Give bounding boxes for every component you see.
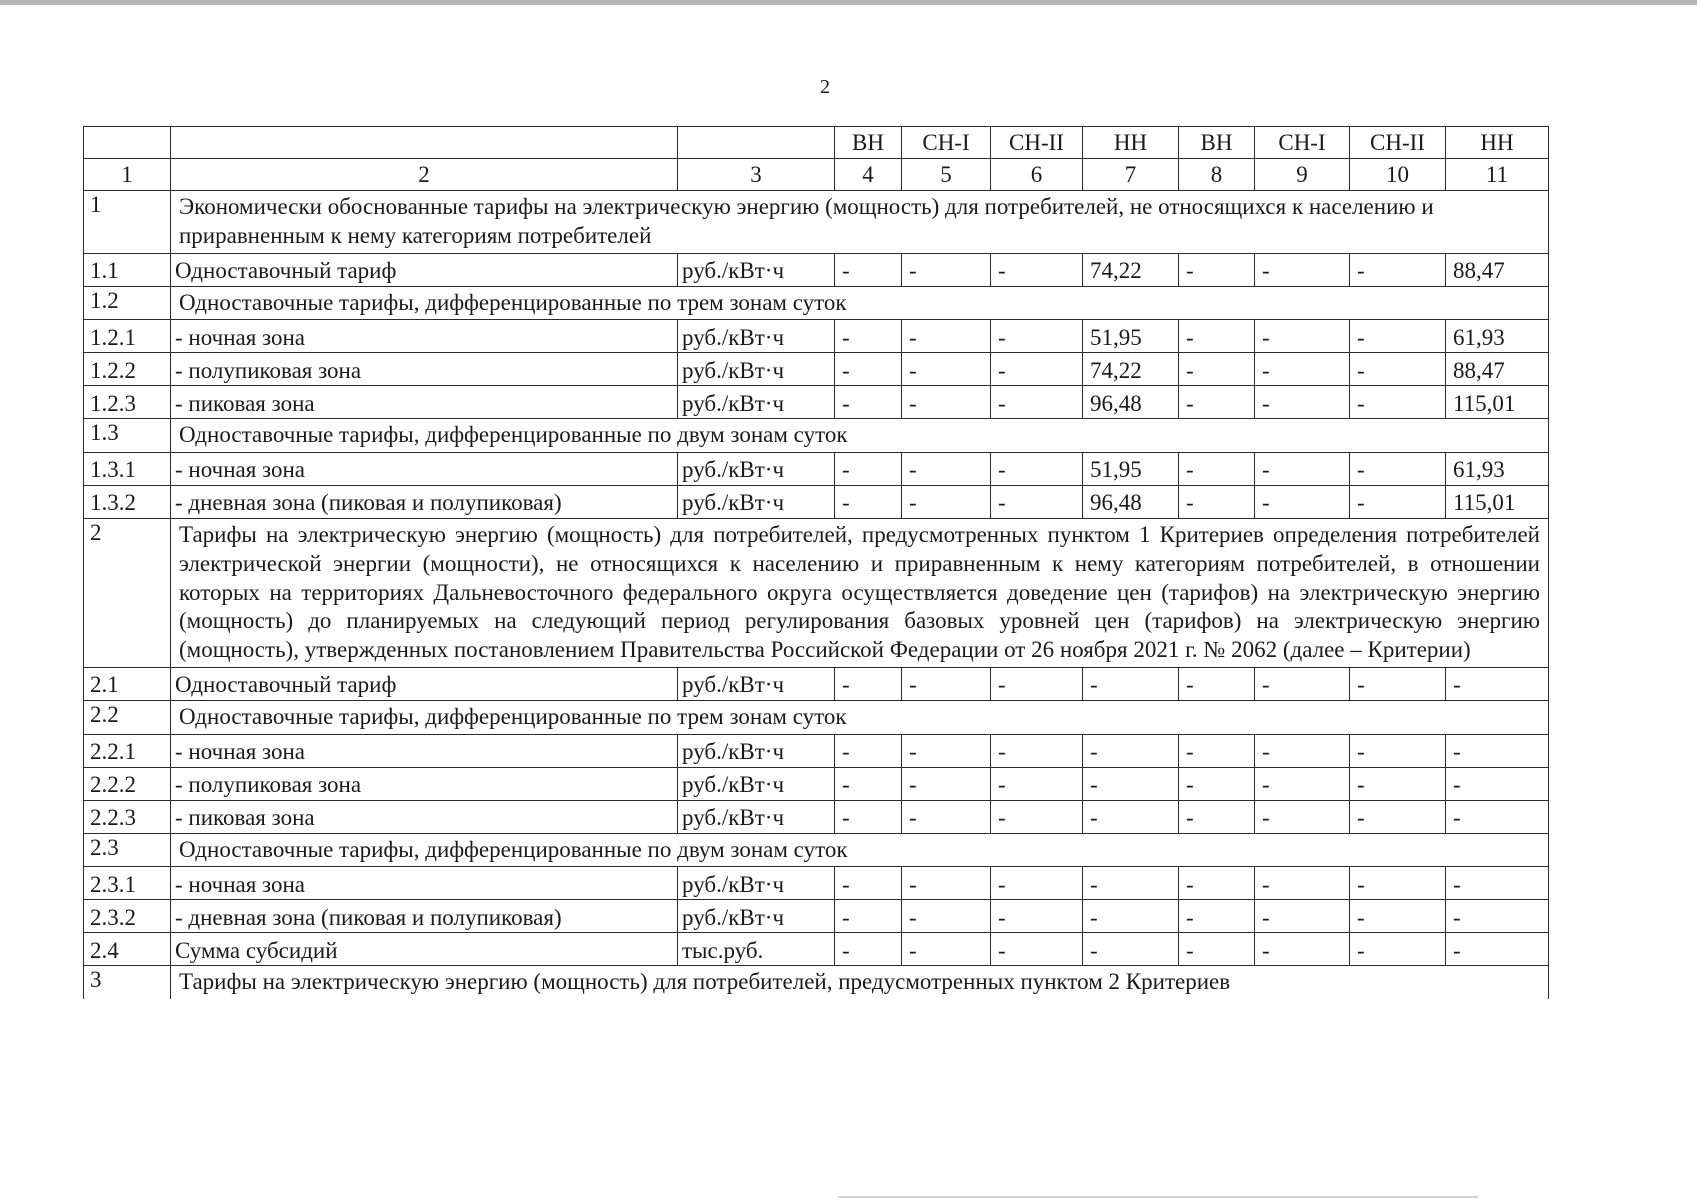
row-number: 2.3.1 <box>84 867 171 900</box>
row-number: 1.3 <box>84 419 171 453</box>
value-cell: - <box>1350 253 1446 286</box>
value-cell: - <box>1350 734 1446 767</box>
value-cell: - <box>902 353 991 386</box>
value-cell: - <box>991 767 1083 800</box>
value-cell: - <box>1350 486 1446 519</box>
value-cell: - <box>1083 767 1179 800</box>
value-cell: - <box>1179 900 1255 933</box>
tariff-row <box>84 667 1549 700</box>
value-cell: - <box>902 767 991 800</box>
section-row <box>84 966 1549 999</box>
row-number: 1.1 <box>84 253 171 286</box>
section-row <box>84 519 1549 668</box>
unit-cell: руб./кВт·ч <box>678 353 835 386</box>
row-number: 3 <box>84 966 171 999</box>
section-title: Экономически обоснованные тарифы на электрическую энергию (мощность) для потребителей, не относящихся к населению и приравненным к нему категориям потребителей <box>171 191 1549 254</box>
value-cell: - <box>1083 867 1179 900</box>
value-cell: - <box>835 933 902 966</box>
row-number: 2.2.3 <box>84 800 171 833</box>
tariff-row <box>84 453 1549 486</box>
value-cell: - <box>835 800 902 833</box>
value-cell: - <box>1350 867 1446 900</box>
unit-cell: руб./кВт·ч <box>678 867 835 900</box>
section-row <box>84 700 1549 734</box>
value-cell: - <box>991 900 1083 933</box>
header-voltage-cell: СН-I <box>1255 127 1350 159</box>
row-number: 2.3 <box>84 833 171 867</box>
value-cell: - <box>835 900 902 933</box>
header-colnum-cell: 7 <box>1083 159 1179 191</box>
scan-edge-line <box>0 0 1697 5</box>
header-colnum-cell: 9 <box>1255 159 1350 191</box>
tariff-row <box>84 386 1549 419</box>
row-label: - полупиковая зона <box>171 767 678 800</box>
row-label: - ночная зона <box>171 867 678 900</box>
section-title: Одноставочные тарифы, дифференцированные по двум зонам суток <box>171 833 1549 867</box>
value-cell: - <box>902 933 991 966</box>
value-cell: - <box>1179 867 1255 900</box>
value-cell: - <box>835 667 902 700</box>
row-label: - дневная зона (пиковая и полупиковая) <box>171 486 678 519</box>
row-number: 1 <box>84 191 171 254</box>
section-title: Одноставочные тарифы, дифференцированные по трем зонам суток <box>171 700 1549 734</box>
row-number: 1.2.1 <box>84 320 171 353</box>
value-cell: 96,48 <box>1083 386 1179 419</box>
value-cell: - <box>1350 667 1446 700</box>
value-cell: - <box>1255 486 1350 519</box>
value-cell: - <box>1255 867 1350 900</box>
value-cell: - <box>1255 386 1350 419</box>
value-cell: - <box>991 386 1083 419</box>
value-cell: - <box>902 867 991 900</box>
header-colnum-cell: 1 <box>84 159 171 191</box>
tariff-row <box>84 867 1549 900</box>
value-cell: - <box>1350 453 1446 486</box>
value-cell: - <box>1350 900 1446 933</box>
value-cell: - <box>835 386 902 419</box>
row-label: - полупиковая зона <box>171 353 678 386</box>
unit-cell: руб./кВт·ч <box>678 486 835 519</box>
header-voltage-cell: СН-I <box>902 127 991 159</box>
value-cell: - <box>902 320 991 353</box>
row-label: - ночная зона <box>171 453 678 486</box>
table-body <box>84 127 1549 1000</box>
value-cell: - <box>1350 767 1446 800</box>
header-voltage-cell: НН <box>1083 127 1179 159</box>
header-cell-blank <box>171 127 678 159</box>
value-cell: - <box>1446 867 1549 900</box>
value-cell: - <box>1179 933 1255 966</box>
value-cell: - <box>1179 386 1255 419</box>
tariff-row <box>84 800 1549 833</box>
value-cell: - <box>902 453 991 486</box>
section-row <box>84 419 1549 453</box>
header-cell-blank <box>84 127 171 159</box>
row-number: 2.2.1 <box>84 734 171 767</box>
unit-cell: руб./кВт·ч <box>678 667 835 700</box>
header-colnum-cell: 10 <box>1350 159 1446 191</box>
value-cell: - <box>835 734 902 767</box>
value-cell: - <box>1350 933 1446 966</box>
value-cell: - <box>1179 667 1255 700</box>
section-title: Одноставочные тарифы, дифференцированные по трем зонам суток <box>171 286 1549 320</box>
tariff-row <box>84 253 1549 286</box>
value-cell: - <box>902 486 991 519</box>
value-cell: - <box>1083 900 1179 933</box>
value-cell: - <box>902 900 991 933</box>
value-cell: - <box>1083 734 1179 767</box>
value-cell: - <box>835 867 902 900</box>
value-cell: 88,47 <box>1446 353 1549 386</box>
header-voltage-cell: СН-II <box>991 127 1083 159</box>
value-cell: - <box>991 667 1083 700</box>
row-number: 1.3.2 <box>84 486 171 519</box>
value-cell: - <box>1255 320 1350 353</box>
tariff-row <box>84 900 1549 933</box>
value-cell: - <box>1350 320 1446 353</box>
value-cell: - <box>835 353 902 386</box>
value-cell: - <box>1446 900 1549 933</box>
value-cell: - <box>835 320 902 353</box>
row-number: 1.2.2 <box>84 353 171 386</box>
row-label: Одноставочный тариф <box>171 253 678 286</box>
section-title: Тарифы на электрическую энергию (мощность) для потребителей, предусмотренных пунктом 1 Критериев определения потребителей электрической энергии (мощности), не относящихся к населению и приравненным к нему категориям потребителей, в отношении которых на территориях Дальневосточного федерального округа осуществляется доведение цен (тарифов) на электрическую энергию (мощность) до планируемых на следующий период регулирования базовых уровней цен (тарифов) на электрическую энергию (мощность), утвержденных постановлением Правительства Российской Федерации от 26 ноября 2021 г. № 2062 (далее – Критерии) <box>171 519 1549 668</box>
section-row <box>84 191 1549 254</box>
value-cell: - <box>835 767 902 800</box>
value-cell: - <box>1350 386 1446 419</box>
row-label: - пиковая зона <box>171 386 678 419</box>
value-cell: - <box>902 253 991 286</box>
unit-cell: руб./кВт·ч <box>678 900 835 933</box>
value-cell: - <box>1446 667 1549 700</box>
header-colnum-cell: 11 <box>1446 159 1549 191</box>
scan-artifact-line <box>838 1196 1478 1198</box>
value-cell: - <box>902 667 991 700</box>
header-colnum-cell: 4 <box>835 159 902 191</box>
value-cell: - <box>991 486 1083 519</box>
value-cell: - <box>1446 767 1549 800</box>
row-number: 1.3.1 <box>84 453 171 486</box>
header-cell-blank <box>678 127 835 159</box>
unit-cell: руб./кВт·ч <box>678 386 835 419</box>
value-cell: - <box>902 386 991 419</box>
value-cell: - <box>1083 800 1179 833</box>
header-colnum-cell: 5 <box>902 159 991 191</box>
section-title: Тарифы на электрическую энергию (мощность) для потребителей, предусмотренных пунктом 2 Критериев <box>171 966 1549 999</box>
value-cell: - <box>1083 933 1179 966</box>
value-cell: - <box>902 734 991 767</box>
row-label: Сумма субсидий <box>171 933 678 966</box>
row-number: 2 <box>84 519 171 668</box>
value-cell: - <box>1255 667 1350 700</box>
value-cell: - <box>1083 667 1179 700</box>
value-cell: 88,47 <box>1446 253 1549 286</box>
value-cell: - <box>1255 933 1350 966</box>
tariff-row <box>84 353 1549 386</box>
row-number: 2.3.2 <box>84 900 171 933</box>
value-cell: 115,01 <box>1446 486 1549 519</box>
value-cell: 74,22 <box>1083 253 1179 286</box>
value-cell: - <box>1350 800 1446 833</box>
header-colnum-cell: 2 <box>171 159 678 191</box>
value-cell: - <box>1179 320 1255 353</box>
tariff-row <box>84 734 1549 767</box>
header-voltage-cell: СН-II <box>1350 127 1446 159</box>
header-voltage-cell: ВН <box>1179 127 1255 159</box>
value-cell: - <box>1179 486 1255 519</box>
value-cell: - <box>1255 767 1350 800</box>
value-cell: - <box>835 253 902 286</box>
value-cell: - <box>991 253 1083 286</box>
tariff-row <box>84 320 1549 353</box>
row-label: - ночная зона <box>171 734 678 767</box>
tariff-row <box>84 486 1549 519</box>
unit-cell: руб./кВт·ч <box>678 734 835 767</box>
value-cell: 61,93 <box>1446 453 1549 486</box>
value-cell: - <box>835 486 902 519</box>
section-row <box>84 286 1549 320</box>
value-cell: - <box>1179 767 1255 800</box>
unit-cell: руб./кВт·ч <box>678 320 835 353</box>
header-colnum-cell: 6 <box>991 159 1083 191</box>
header-voltage-cell: НН <box>1446 127 1549 159</box>
row-label: Одноставочный тариф <box>171 667 678 700</box>
header-row-voltage <box>84 127 1549 159</box>
section-row <box>84 833 1549 867</box>
tariff-row <box>84 767 1549 800</box>
value-cell: 61,93 <box>1446 320 1549 353</box>
value-cell: - <box>1446 734 1549 767</box>
section-title: Одноставочные тарифы, дифференцированные по двум зонам суток <box>171 419 1549 453</box>
value-cell: - <box>1179 453 1255 486</box>
value-cell: - <box>991 734 1083 767</box>
value-cell: - <box>1255 800 1350 833</box>
value-cell: - <box>991 933 1083 966</box>
tariff-row <box>84 933 1549 966</box>
value-cell: - <box>1179 353 1255 386</box>
value-cell: - <box>991 353 1083 386</box>
value-cell: - <box>835 453 902 486</box>
unit-cell: руб./кВт·ч <box>678 453 835 486</box>
value-cell: - <box>991 867 1083 900</box>
row-number: 2.2.2 <box>84 767 171 800</box>
row-number: 2.4 <box>84 933 171 966</box>
value-cell: - <box>991 453 1083 486</box>
value-cell: - <box>1179 800 1255 833</box>
row-number: 1.2.3 <box>84 386 171 419</box>
value-cell: - <box>991 800 1083 833</box>
value-cell: 51,95 <box>1083 320 1179 353</box>
value-cell: 51,95 <box>1083 453 1179 486</box>
value-cell: - <box>902 800 991 833</box>
header-voltage-cell: ВН <box>835 127 902 159</box>
value-cell: - <box>1255 353 1350 386</box>
value-cell: - <box>1255 453 1350 486</box>
unit-cell: руб./кВт·ч <box>678 253 835 286</box>
row-number: 1.2 <box>84 286 171 320</box>
row-label: - ночная зона <box>171 320 678 353</box>
header-colnum-cell: 8 <box>1179 159 1255 191</box>
header-colnum-cell: 3 <box>678 159 835 191</box>
value-cell: - <box>1179 734 1255 767</box>
row-label: - дневная зона (пиковая и полупиковая) <box>171 900 678 933</box>
row-number: 2.2 <box>84 700 171 734</box>
value-cell: 115,01 <box>1446 386 1549 419</box>
value-cell: - <box>1179 253 1255 286</box>
value-cell: - <box>1255 900 1350 933</box>
value-cell: - <box>1255 734 1350 767</box>
value-cell: 96,48 <box>1083 486 1179 519</box>
value-cell: - <box>1350 353 1446 386</box>
value-cell: - <box>1255 253 1350 286</box>
value-cell: - <box>991 320 1083 353</box>
unit-cell: тыс.руб. <box>678 933 835 966</box>
row-number: 2.1 <box>84 667 171 700</box>
header-row-column-numbers <box>84 159 1549 191</box>
tariff-table <box>83 126 1549 999</box>
unit-cell: руб./кВт·ч <box>678 800 835 833</box>
page-number: 2 <box>820 76 830 98</box>
unit-cell: руб./кВт·ч <box>678 767 835 800</box>
row-label: - пиковая зона <box>171 800 678 833</box>
value-cell: - <box>1446 800 1549 833</box>
value-cell: 74,22 <box>1083 353 1179 386</box>
value-cell: - <box>1446 933 1549 966</box>
